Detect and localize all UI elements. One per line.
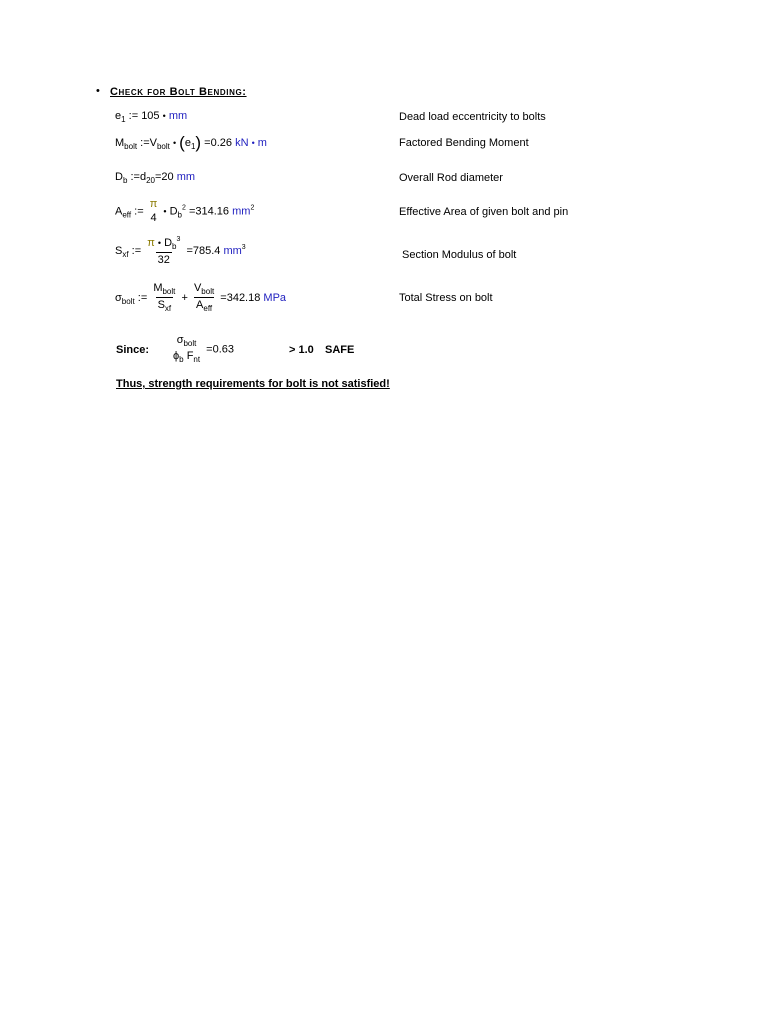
- assign-op: :=: [140, 137, 150, 149]
- var-s: S: [157, 299, 165, 311]
- multiply-dot: •: [162, 111, 166, 121]
- unit: mm: [168, 110, 188, 122]
- equation-sxf: [115, 236, 246, 266]
- sub-b: b: [172, 242, 177, 251]
- numerator: [192, 283, 216, 297]
- sub-xf: xf: [164, 304, 172, 313]
- unit: MPa: [263, 291, 287, 304]
- var-f: F: [186, 350, 194, 362]
- unit-sup: 2: [250, 204, 255, 212]
- sub-bolt: bolt: [124, 142, 138, 151]
- multiply-dot: •: [172, 138, 177, 148]
- value: 20: [161, 171, 174, 183]
- sub-b: b: [122, 176, 128, 185]
- desc-mbolt: Factored Bending Moment: [399, 137, 529, 149]
- var-m: M: [153, 282, 163, 294]
- equals: =: [186, 244, 193, 257]
- plus: +: [181, 291, 188, 304]
- pi: π: [149, 198, 158, 210]
- desc-sigma: Total Stress on bolt: [399, 292, 493, 304]
- desc-sxf: Section Modulus of bolt: [402, 249, 517, 261]
- assign-op: :=: [137, 291, 148, 304]
- desc-aeff: Effective Area of given bolt and pin: [399, 206, 569, 218]
- pi: π: [147, 237, 155, 249]
- sub-bolt: bolt: [162, 287, 176, 296]
- var-a: A: [196, 299, 204, 311]
- fraction-v-over-a: [192, 283, 216, 313]
- var-sigma: σ: [115, 291, 122, 304]
- denominator: [156, 297, 174, 313]
- sub-bolt: bolt: [201, 287, 215, 296]
- value: 342.18: [226, 291, 261, 304]
- numerator: [175, 335, 199, 349]
- sub-20: 20: [146, 176, 155, 185]
- sub-bolt: bolt: [156, 142, 170, 151]
- numerator: [145, 236, 182, 252]
- numerator: [151, 283, 177, 297]
- since-label: Since:: [116, 344, 150, 356]
- assign-op: :=: [128, 110, 139, 122]
- var-s: S: [115, 244, 123, 257]
- assign-op: :=: [131, 244, 142, 257]
- multiply-dot: •: [157, 238, 161, 248]
- unit: mm: [223, 244, 242, 257]
- value: 105: [141, 110, 160, 122]
- assign-op: :=: [130, 171, 140, 183]
- sub-1: 1: [190, 142, 196, 151]
- denominator-32: 32: [157, 254, 170, 266]
- unit: mm: [176, 171, 196, 183]
- sub-bolt: bolt: [121, 296, 135, 306]
- equation-sigma: [115, 283, 286, 313]
- unit-kn: kN: [235, 137, 249, 149]
- equation-db: [115, 172, 195, 185]
- sub-eff: eff: [122, 210, 132, 220]
- conclusion: Thus, strength requirements for bolt is not satisfied!: [116, 378, 390, 390]
- unit-sup: 3: [241, 243, 246, 251]
- sub-b: b: [179, 355, 184, 364]
- var-sigma: σ: [176, 334, 184, 346]
- var-a: A: [115, 205, 123, 218]
- var-d: D: [169, 205, 178, 218]
- denominator: [194, 297, 214, 313]
- fraction-ratio: [171, 335, 202, 364]
- sub-b: b: [177, 210, 182, 220]
- desc-e1: Dead load eccentricity to bolts: [399, 111, 546, 123]
- sup-3: 3: [176, 236, 181, 243]
- fraction-pi-over-4: [148, 199, 160, 224]
- section-heading: Check for Bolt Bending:: [110, 86, 247, 98]
- value: 314.16: [195, 205, 230, 218]
- sup-2: 2: [181, 204, 186, 212]
- equation-mbolt: [115, 134, 267, 151]
- var-d: D: [115, 171, 123, 183]
- equation-e1: [115, 111, 187, 124]
- right-paren: ): [195, 133, 202, 152]
- sub-xf: xf: [122, 249, 129, 259]
- equation-aeff: [115, 199, 254, 224]
- var-e: e: [115, 110, 122, 122]
- multiply-dot: •: [163, 206, 167, 217]
- var-v: V: [149, 137, 157, 149]
- fraction-section-modulus: [145, 236, 182, 266]
- sub-bolt: bolt: [183, 339, 197, 348]
- assign-op: :=: [134, 205, 144, 218]
- value: 0.26: [210, 137, 232, 149]
- desc-db: Overall Rod diameter: [399, 172, 503, 184]
- var-phi: ϕ: [173, 350, 180, 362]
- sub-eff: eff: [203, 304, 213, 313]
- var-m: M: [115, 137, 125, 149]
- equals: =: [220, 291, 227, 304]
- equals: =: [204, 137, 211, 149]
- comparison: > 1.0: [289, 344, 314, 356]
- value: 785.4: [192, 244, 221, 257]
- equals: =: [188, 205, 196, 218]
- unit: mm: [232, 205, 251, 218]
- status-safe: SAFE: [325, 344, 355, 356]
- fraction-m-over-s: [151, 283, 177, 313]
- denominator: [171, 349, 202, 364]
- var-d20: d: [139, 171, 147, 183]
- equation-ratio: [170, 335, 234, 364]
- var-d: D: [164, 237, 173, 249]
- unit-dot: •: [251, 138, 255, 148]
- bullet: •: [96, 85, 100, 97]
- unit-m: m: [257, 137, 267, 149]
- sub-nt: nt: [193, 355, 201, 364]
- var-e: e: [184, 137, 191, 149]
- value: 0.63: [212, 343, 235, 356]
- denominator-4: 4: [150, 212, 157, 224]
- left-paren: (: [179, 133, 185, 152]
- equals: =: [206, 343, 213, 356]
- var-v: V: [193, 282, 202, 294]
- sub-1: 1: [121, 115, 126, 124]
- equals: =: [154, 171, 162, 183]
